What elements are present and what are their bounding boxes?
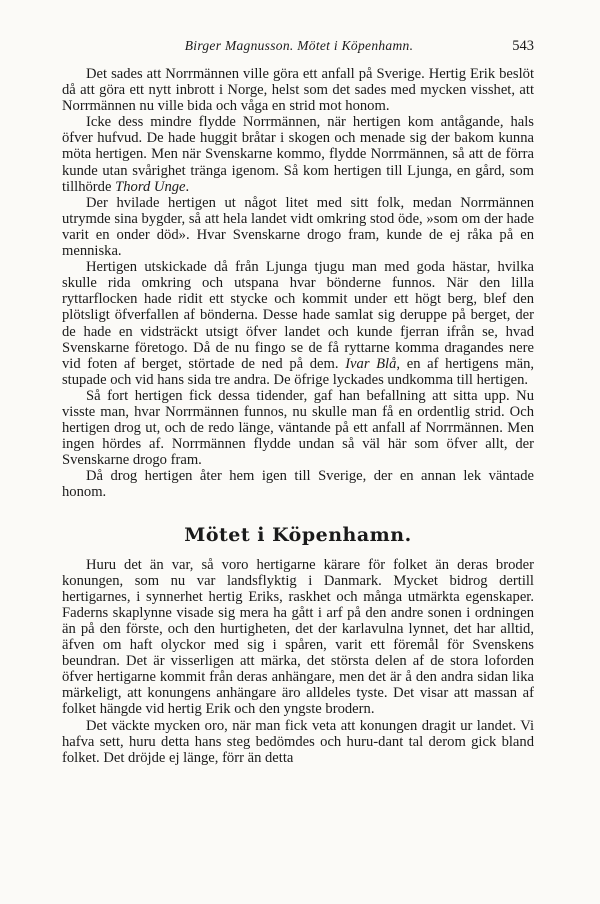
- paragraph: [62, 557, 534, 718]
- section-title: Mötet i Köpenhamn.: [184, 523, 412, 546]
- paragraph: [62, 195, 534, 259]
- text-run: Då drog hertigen åter hem igen till Sverige, der en annan lek väntade honom.: [62, 468, 534, 501]
- text-run: Så fort hertigen fick dessa tidender, gaf han befallning att sitta upp. Nu visste man, hvar Norrmännen funnos, nu skulle man få en ordentlig strid. Och hertigen drog ut, och de redo länge, väntande på ett anfall af Norrmännen. Men ingen hördes af. Norrmännen flydde undan så väl här som öfver allt, der Svenskarne drogo fram.: [62, 387, 534, 469]
- chapter-text: [62, 66, 534, 501]
- text-run: Huru det än var, så voro hertigarne kärare för folket än deras broder konungen, som nu var landsflyktig i Danmark. Mycket bidrog dertill hertigarnes, i synnerhet hertig Eriks, raskhet och många utmärkta egenskaper. Faderns skaplynne visade sig mera ha gått i arf på den andre sonen i ordningen än på den förste, och den hurtigheten, det der karlavulna lynnet, det har alltid, äfven om haft olyckor med sig i spåren, varit ett föremål för Svenskens beundran. Det är visserligen att märka, det största delen af de stora loforden öfver hertigarne kommit från deras anhängare, men det är å den andra sidan lika märkeligt, att konungens anhängare äro alldeles tyste. Det visar att massan af folket hängde vid hertig Erik och den yngste brodern.: [62, 556, 534, 718]
- section-text: [62, 557, 534, 766]
- paragraph: [62, 388, 534, 468]
- section-gap: [62, 501, 534, 521]
- text-run: Icke dess mindre flydde Norrmännen, när hertigen kom antågande, hals öfver hufvud. De hade huggit bråtar i skogen och menade sig der bakom kunna möta hertigen. Men när Svenskarne kommo, flydde Norrmännen, så att de förra kunde utan svårighet tränga igenom. Så kom hertigen till Ljunga, en gård, som tillhörde: [62, 114, 534, 195]
- page-number: 543: [512, 38, 534, 54]
- paragraph: [62, 468, 534, 500]
- text-run: Det väckte mycken oro, när man fick veta att konungen dragit ur landet. Vi hafva sett, huru detta hans steg bedömdes och huru-dant tal derom gick bland folket. Det dröjde ej länge, förr än detta: [62, 717, 534, 766]
- text-run: Det sades att Norrmännen ville göra ett anfall på Sverige. Hertig Erik beslöt då att göra ett nytt inbrott i Norge, helst som det sades med mycken visshet, att Norrmännen nu ville bida och våga en strid mot honom.: [62, 66, 534, 115]
- text-run: .: [185, 178, 190, 195]
- page-header: [64, 38, 534, 60]
- italic-name: Ivar Blå: [345, 355, 397, 372]
- paragraph: [62, 718, 534, 766]
- paragraph: [62, 114, 534, 194]
- paragraph: [62, 66, 534, 114]
- italic-name: Thord Unge: [115, 178, 186, 195]
- text-run: Hertigen utskickade då från Ljunga tjugu man med goda hästar, hvilka skulle rida omkring och utspana hvar bönderne funnos. När den lilla ryttarflocken hade ridit ett stycke och kommit under ett högt berg, blef den plötsligt öfverfallen af bönderna. Desse hade samlat sig deruppe på berget, der de hade en vidsträckt utsigt öfver landet och kunde fjerran ifrån se, hvad Svenskarne företogo. Då de nu fingo se de få ryttarne komma dragandes nere vid foten af berget, störtade de ned på dem.: [62, 259, 534, 372]
- text-run: Der hvilade hertigen ut något litet med sitt folk, medan Norrmännen utrymde sina bygder, så att hela landet vidt omkring stod öde, »som om der hade varit en onder död». Hvar Svenskarne drogo fram, kunde de ej råka på en menniska.: [62, 194, 534, 260]
- text-run: , en af hertigens män, stupade och vid hans sida tre andra. De öfrige lyckades undkomma till hertigen.: [62, 355, 535, 388]
- running-title: Birger Magnusson. Mötet i Köpenhamn.: [184, 38, 414, 53]
- page-body: [62, 66, 534, 766]
- paragraph: [62, 259, 534, 388]
